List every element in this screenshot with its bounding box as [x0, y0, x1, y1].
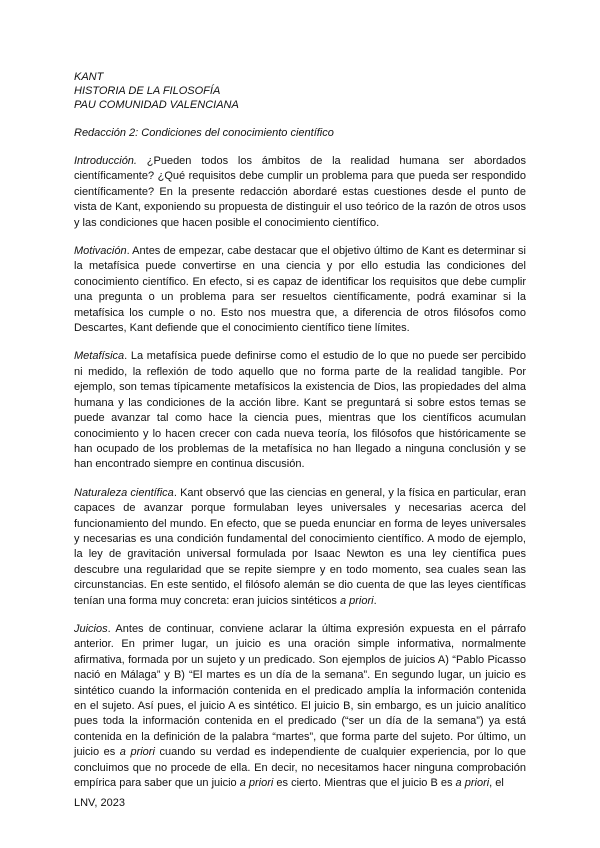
paragraph-juicios: [74, 622, 526, 791]
paragraph-lead: Metafísica: [74, 350, 125, 363]
emphasis-a-priori: a priori: [455, 777, 490, 790]
section-title: Redacción 2: Condiciones del conocimiento científico: [74, 127, 334, 139]
emphasis-a-priori: a priori: [339, 594, 374, 607]
paragraph-text: , el: [489, 777, 504, 790]
paragraph-introduccion: [74, 154, 526, 231]
document-header: [74, 70, 526, 112]
emphasis-a-priori: a priori: [119, 746, 155, 759]
paragraph-text: ¿Pueden todos los ámbitos de la realidad humana ser abordados científicamente? ¿Qué requisitos debe cumplir un problema para que pueda ser respondido científicamente? En la presente redacción abordaré estas cuestiones desde el punto de vista de Kant, exponiendo su propuesta de distinguir el uso teórico de la razón de otros usos y las condiciones que hacen posible el conocimiento científico.: [74, 155, 526, 229]
page-footer: LNV, 2023: [74, 797, 125, 809]
paragraph-text: . Antes de continuar, conviene aclarar la última expresión expuesta en el párrafo anterior. En primer lugar, un juicio es una oración simple informativa, normalmente afirmativa, formada por un sujeto y un predicado. Son ejemplos de juicios A) “Pablo Picasso nació en Málaga” y B) “El martes es un día de la semana”. En segundo lugar, un juicio es sintético cuando la información contenida en el predicado amplía la información contenida en el sujeto. Así pues, el juicio A es sintético. El juicio B, sin embargo, es un juicio analítico pues toda la información contenida en el predicado (“ser un día de la semana”) ya está contenida en la definición de la palabra “martes”, que forma parte del sujeto. Por último, un juicio es: [74, 622, 526, 759]
paragraph-text: . Kant observó que las ciencias en general, y la física en particular, eran capaces de avanzar porque formulaban leyes universales y necesarias acerca del funcionamiento del mundo. En efecto, que se pueda enunciar en forma de leyes universales y necesarias es una condición fundamental del conocimiento científico. A modo de ejemplo, la ley de gravitación universal formulada por Isaac Newton es una ley científica pues descubre una regularidad que se repite siempre y en todo momento, sea cuales sean las circunstancias. En este sentido, el filósofo alemán se dio cuenta de que las leyes científicas tenían una forma muy concreta: eran juicios sintéticos: [74, 486, 526, 607]
paragraph-naturaleza-cientifica: [74, 486, 526, 609]
paragraph-text: . Antes de empezar, cabe destacar que el objetivo último de Kant es determinar si la metafísica puede convertirse en una ciencia y por ello estudia las condiciones del conocimiento científico. En efecto, si es capaz de identificar los requisitos que debe cumplir una pregunta o un problema para ser resueltos científicamente, podrá examinar si la metafísica los cumple o no. Esto nos muestra que, a diferencia de otros filósofos como Descartes, Kant defiende que el conocimiento científico tiene límites.: [74, 245, 526, 335]
header-author: KANT: [74, 71, 104, 83]
header-subject: HISTORIA DE LA FILOSOFÍA: [74, 85, 221, 97]
paragraph-motivacion: [74, 244, 526, 336]
paragraph-lead: Introducción.: [74, 155, 137, 167]
paragraph-text: es cierto. Mientras que el juicio B es: [273, 777, 456, 790]
paragraph-metafisica: [74, 349, 526, 472]
paragraph-text: . La metafísica puede definirse como el estudio de lo que no puede ser percibido ni medido, la reflexión de todo aquello que no forma parte de la realidad tangible. Por ejemplo, son temas típicamente metafísicos la existencia de Dios, las propiedades del alma humana y las condiciones de la acción libre. Kant se preguntará si sobre estos temas se puede avanzar tal como hace la ciencia pues, mientras que los científicos acumulan conocimiento y lo hacen crecer con cada nueva teoría, los filósofos que históricamente se han ocupado de los problemas de la metafísica no han llegado a ninguna conclusión y se han encontrado siempre en continua discusión.: [74, 350, 526, 471]
paragraph-text: cuando su verdad es independiente de cualquier experiencia, por lo que concluimos que no procede de ella. En decir, no necesitamos hacer ninguna comprobación empírica para saber que un juicio: [74, 746, 527, 790]
emphasis-a-priori: a priori: [239, 777, 274, 790]
paragraph-lead: Juicios: [74, 622, 108, 635]
paragraph-lead: Motivación: [74, 245, 127, 258]
header-exam: PAU COMUNIDAD VALENCIANA: [74, 99, 239, 111]
paragraph-text-tail: .: [373, 594, 377, 607]
paragraph-lead: Naturaleza científica: [74, 486, 174, 499]
